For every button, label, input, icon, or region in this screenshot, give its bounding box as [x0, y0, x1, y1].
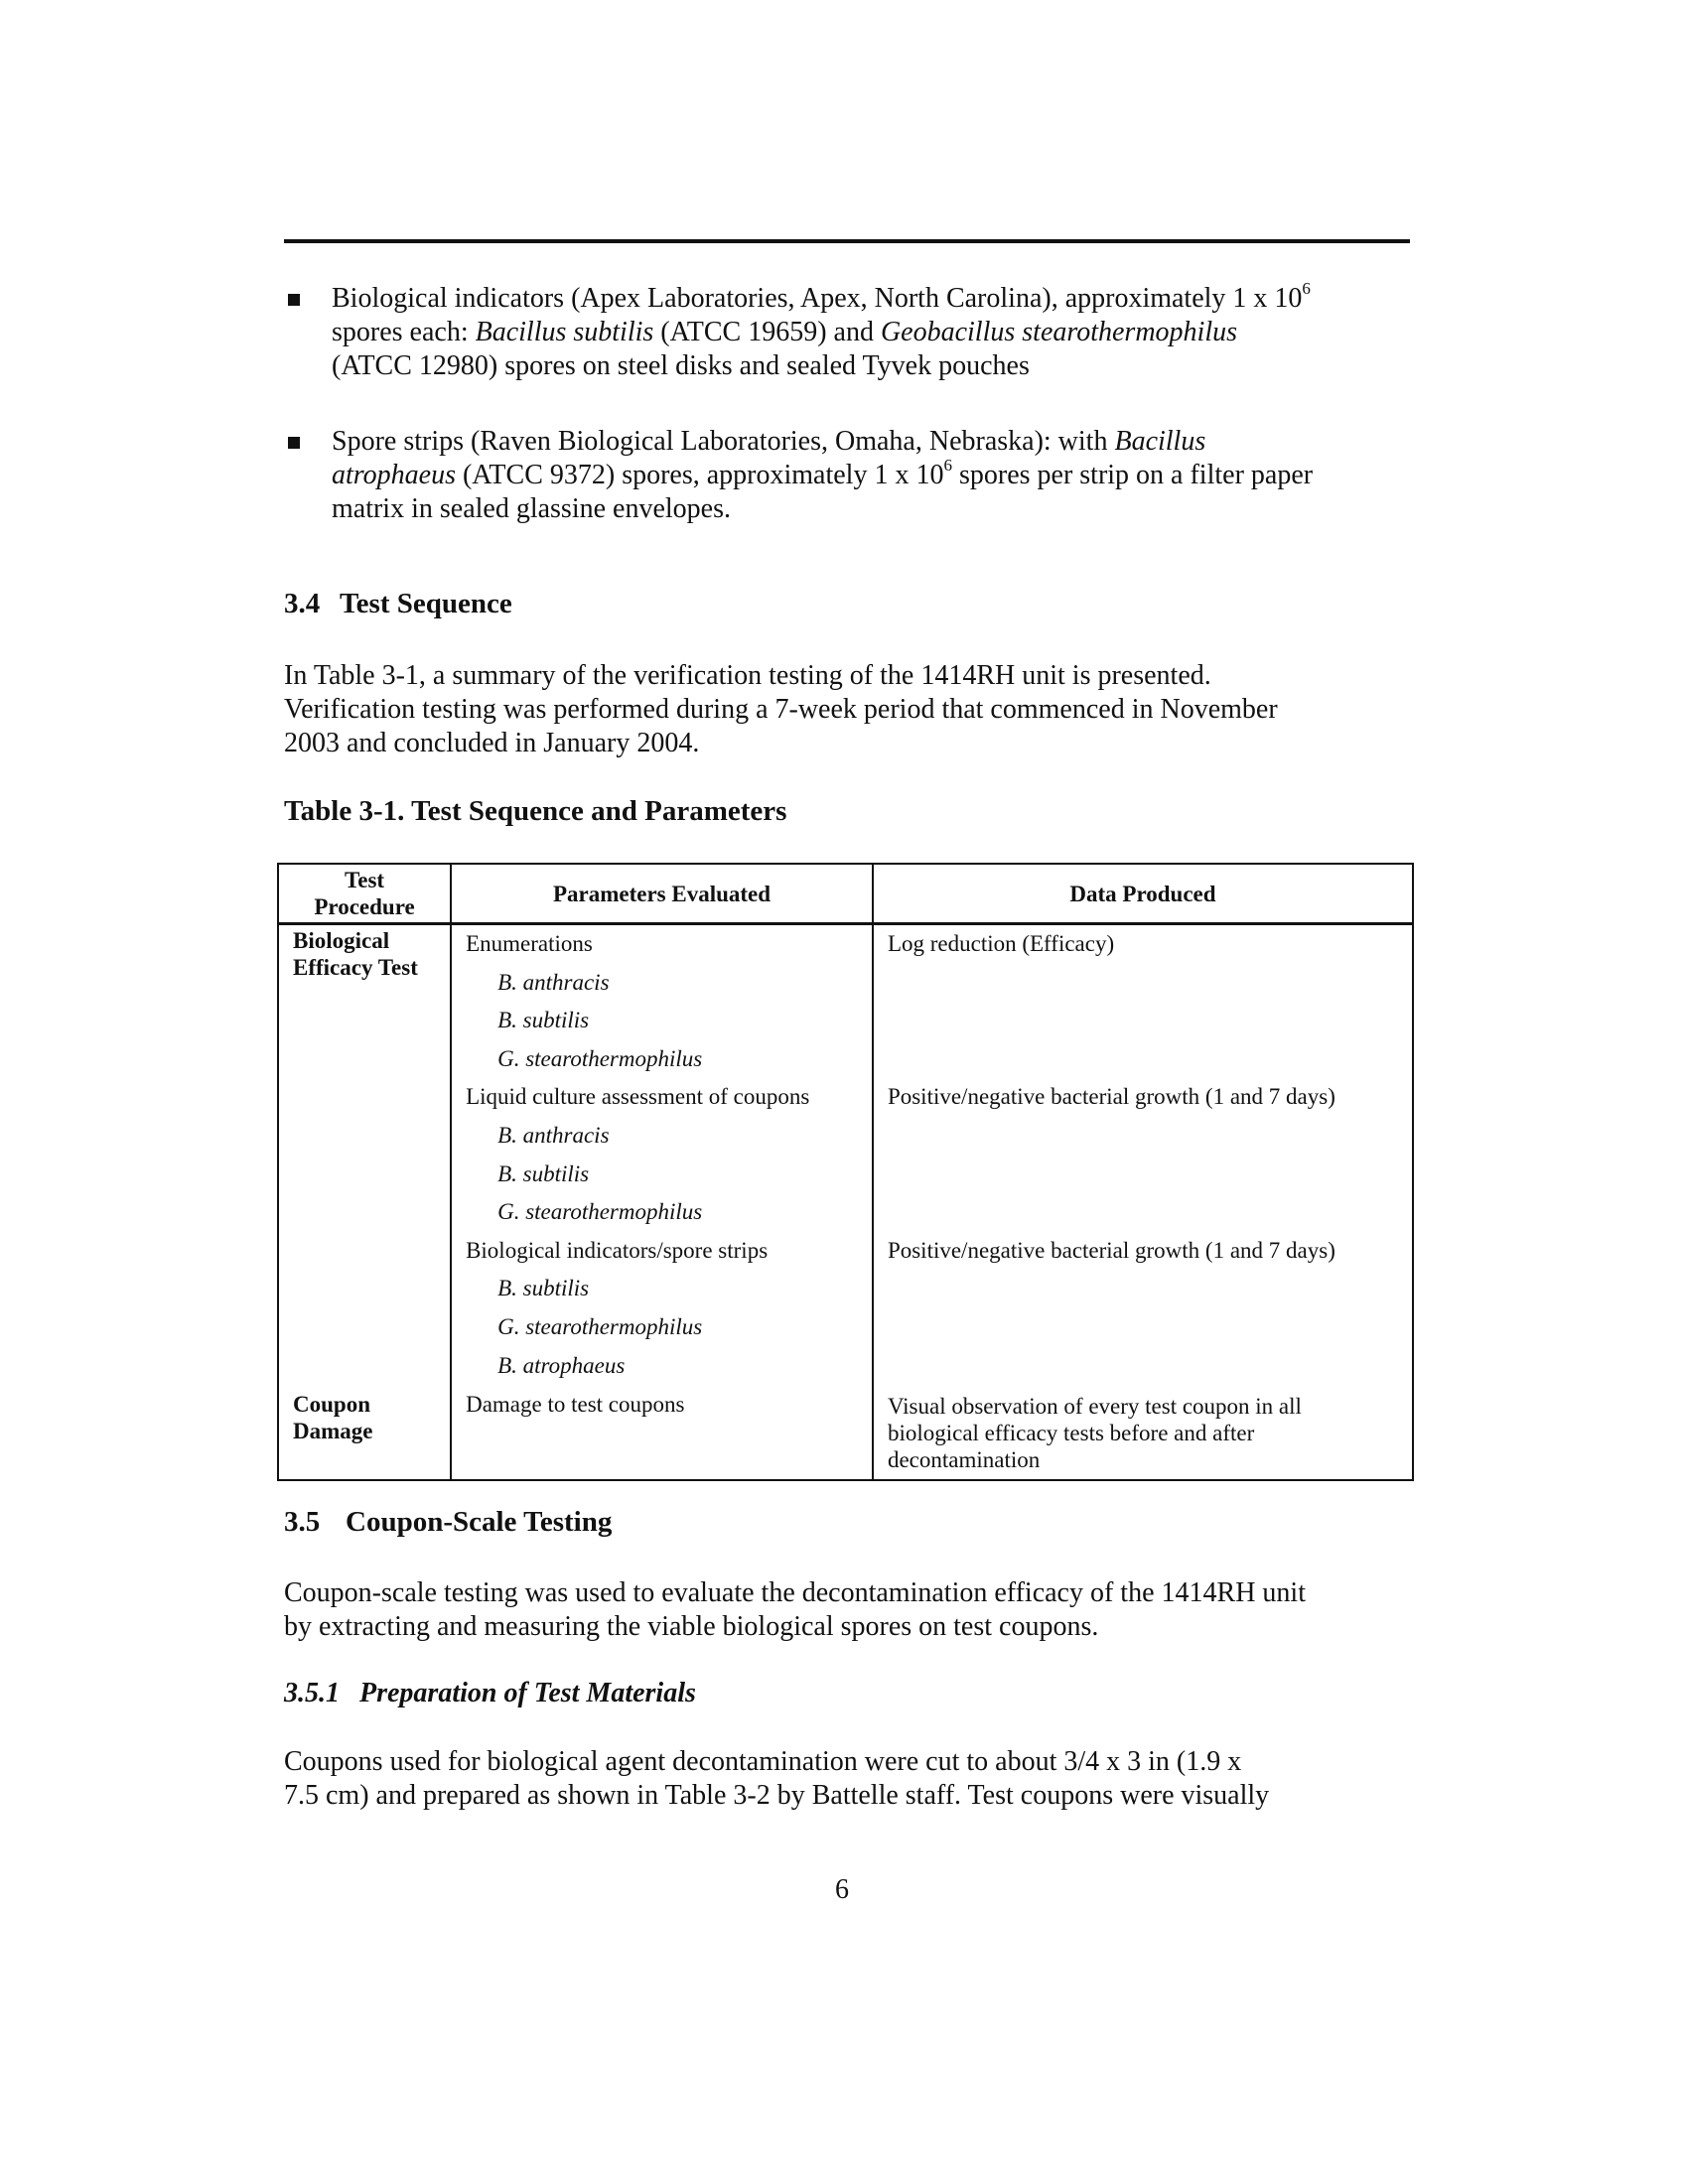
page-number: 6 [835, 1874, 849, 1905]
section-3-5-heading: 3.5 Coupon-Scale Testing [284, 1506, 613, 1538]
data-cell: Log reduction (Efficacy) Positive/negative bacterial growth (1 and 7 days) Positive/negative bacterial growth (1 and 7 days) [873, 924, 1413, 1388]
table-row [278, 1387, 1413, 1480]
table-row [278, 924, 1413, 1388]
header-data-produced: Data Produced [873, 864, 1413, 924]
data-cell: Visual observation of every test coupon in all biological efficacy tests before and after decontamination [873, 1387, 1413, 1480]
table-header-row [278, 864, 1413, 924]
section-3-4-paragraph: In Table 3-1, a summary of the verification testing of the 1414RH unit is presented. Verification testing was performed during a 7-week period that commenced in November 2003 and concluded in January 2004. [284, 660, 1278, 758]
bullet-text: Biological indicators (Apex Laboratories, Apex, North Carolina), approximately 1 x $10^6$ spores each: Bacillus subtilis (ATCC 19659) and Geobacillus stearothermophilus (ATCC 12980) spores on steel disks and sealed Tyvek pouches [332, 278, 1311, 381]
table-caption: Table 3-1. Test Sequence and Parameters [284, 795, 787, 827]
bullet-square-icon [288, 294, 300, 306]
section-3-4-heading: 3.4 Test Sequence [284, 588, 512, 619]
bullet-square-icon [288, 437, 300, 449]
header-test-procedure: Test Procedure [278, 864, 451, 924]
test-sequence-table [277, 863, 1414, 1481]
section-3-5-1-paragraph: Coupons used for biological agent decontamination were cut to about 3/4 x 3 in (1.9 x 7.5 cm) and prepared as shown in Table 3-2 by Battelle staff. Test coupons were visually [284, 1746, 1270, 1811]
parameters-cell: Enumerations B. anthracis B. subtilis G. stearothermophilus Liquid culture assessment of coupons B. anthracis B. subtilis G. stearothermophilus Biological indicators/spore strips B. subtilis G. stearothermophilus B. atrophaeus [451, 924, 873, 1388]
parameters-cell: Damage to test coupons [451, 1387, 873, 1480]
bullet-spore-strips [284, 425, 1426, 526]
header-parameters-evaluated: Parameters Evaluated [451, 864, 873, 924]
procedure-cell: Biological Efficacy Test [278, 924, 451, 1388]
section-3-5-paragraph: Coupon-scale testing was used to evaluate the decontamination efficacy of the 1414RH unit by extracting and measuring the viable biological spores on test coupons. [284, 1577, 1306, 1642]
section-3-5-1-heading: 3.5.1 Preparation of Test Materials [284, 1678, 696, 1708]
procedure-cell: Coupon Damage [278, 1387, 451, 1480]
bullet-text: Spore strips (Raven Biological Laboratories, Omaha, Nebraska): with Bacillus atrophaeus (ATCC 9372) spores, approximately 1 x $10^6$ spores per strip on a filter paper matrix in sealed glassine envelopes. [332, 426, 1314, 524]
bullet-biological-indicators [284, 278, 1426, 383]
header-rule [284, 239, 1410, 243]
